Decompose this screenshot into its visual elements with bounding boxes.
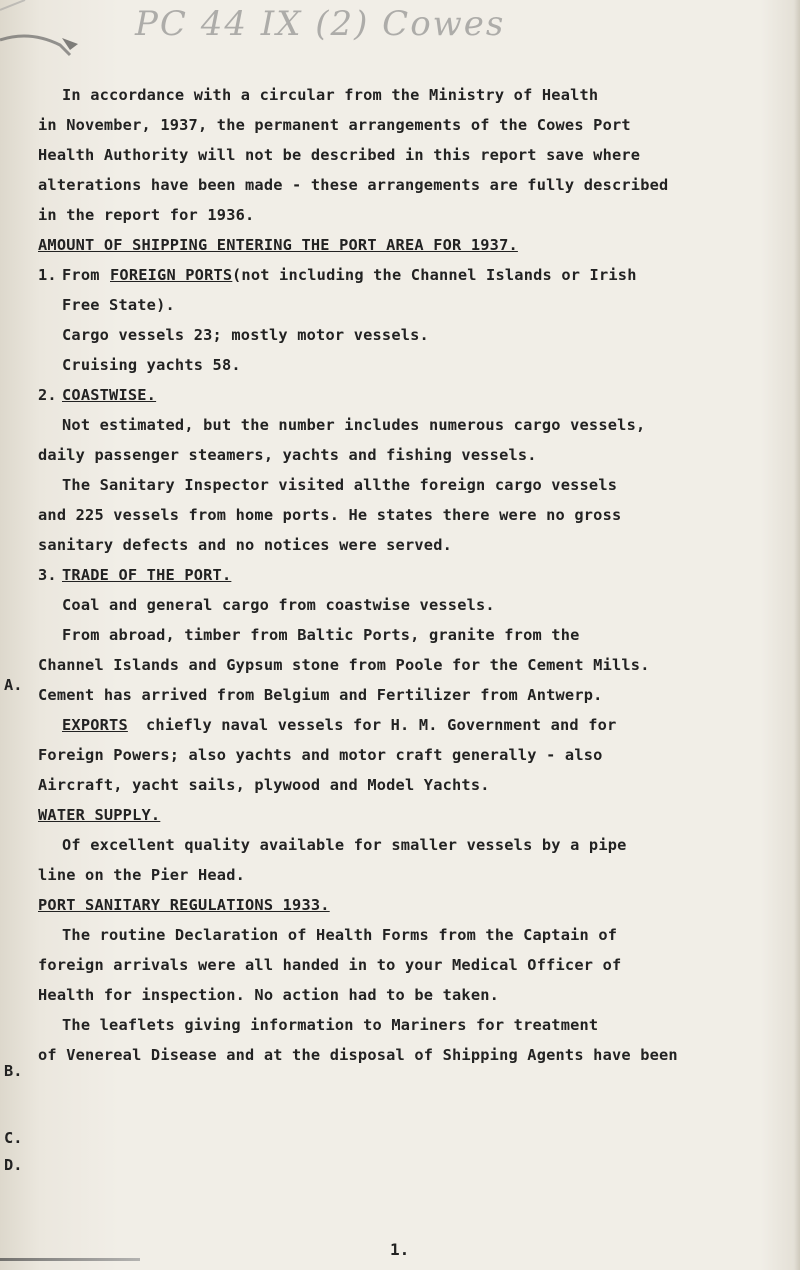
item-number: 3.: [38, 566, 57, 584]
page-number: 1.: [390, 1240, 410, 1259]
text-line: alterations have been made - these arrangements are fully described: [38, 176, 669, 194]
text-line: The Sanitary Inspector visited allthe foreign cargo vessels: [62, 476, 618, 494]
text-line: Health for inspection. No action had to be taken.: [38, 986, 500, 1004]
section-heading-shipping: AMOUNT OF SHIPPING ENTERING THE PORT AREA FOR 1937.: [38, 236, 518, 254]
corner-fold-mark: [0, 0, 120, 70]
margin-letter-d: D.: [4, 1156, 23, 1174]
item-number: 1.: [38, 266, 57, 284]
text-word: From: [62, 266, 100, 284]
text-line: The routine Declaration of Health Forms from the Captain of: [62, 926, 618, 944]
text-line: in the report for 1936.: [38, 206, 255, 224]
text-line: From abroad, timber from Baltic Ports, granite from the: [62, 626, 580, 644]
bottom-edge-rule: [0, 1258, 140, 1261]
section-heading-water-supply: WATER SUPPLY.: [38, 806, 161, 824]
text-line: (not including the Channel Islands or Irish: [232, 266, 637, 284]
text-line: The leaflets giving information to Mariners for treatment: [62, 1016, 599, 1034]
section-heading-regulations: PORT SANITARY REGULATIONS 1933.: [38, 896, 330, 914]
text-line: Not estimated, but the number includes numerous cargo vessels,: [62, 416, 646, 434]
item-number: 2.: [38, 386, 57, 404]
text-line: sanitary defects and no notices were served.: [38, 536, 453, 554]
subheading-exports: EXPORTS: [62, 716, 128, 734]
text-line: in November, 1937, the permanent arrangements of the Cowes Port: [38, 116, 631, 134]
text-line: Foreign Powers; also yachts and motor craft generally - also: [38, 746, 603, 764]
text-line: of Venereal Disease and at the disposal of Shipping Agents have been: [38, 1046, 678, 1064]
subheading-trade: TRADE OF THE PORT.: [62, 566, 232, 584]
text-line: daily passenger steamers, yachts and fishing vessels.: [38, 446, 537, 464]
text-line: Channel Islands and Gypsum stone from Poole for the Cement Mills.: [38, 656, 650, 674]
text-line: Cargo vessels 23; mostly motor vessels.: [62, 326, 429, 344]
text-line: Health Authority will not be described in this report save where: [38, 146, 641, 164]
margin-letter-a: A.: [4, 676, 23, 694]
text-line: Cement has arrived from Belgium and Fertilizer from Antwerp.: [38, 686, 603, 704]
text-line: Coal and general cargo from coastwise vessels.: [62, 596, 495, 614]
text-line: and 225 vessels from home ports. He states there were no gross: [38, 506, 622, 524]
margin-letter-c: C.: [4, 1129, 23, 1147]
handwritten-heading: PC 44 IX (2) Cowes: [135, 4, 506, 44]
text-line: In accordance with a circular from the Ministry of Health: [62, 86, 599, 104]
text-line: foreign arrivals were all handed in to your Medical Officer of: [38, 956, 622, 974]
text-line: line on the Pier Head.: [38, 866, 246, 884]
page-edge-shadow: [794, 0, 800, 1270]
text-line: Aircraft, yacht sails, plywood and Model Yachts.: [38, 776, 490, 794]
text-line: Free State).: [62, 296, 175, 314]
subheading-foreign-ports: FOREIGN PORTS: [110, 266, 233, 284]
text-line: Cruising yachts 58.: [62, 356, 241, 374]
text-line: chiefly naval vessels for H. M. Government and for: [146, 716, 617, 734]
margin-letter-b: B.: [4, 1062, 23, 1080]
text-line: Of excellent quality available for smaller vessels by a pipe: [62, 836, 627, 854]
subheading-coastwise: COASTWISE.: [62, 386, 157, 404]
